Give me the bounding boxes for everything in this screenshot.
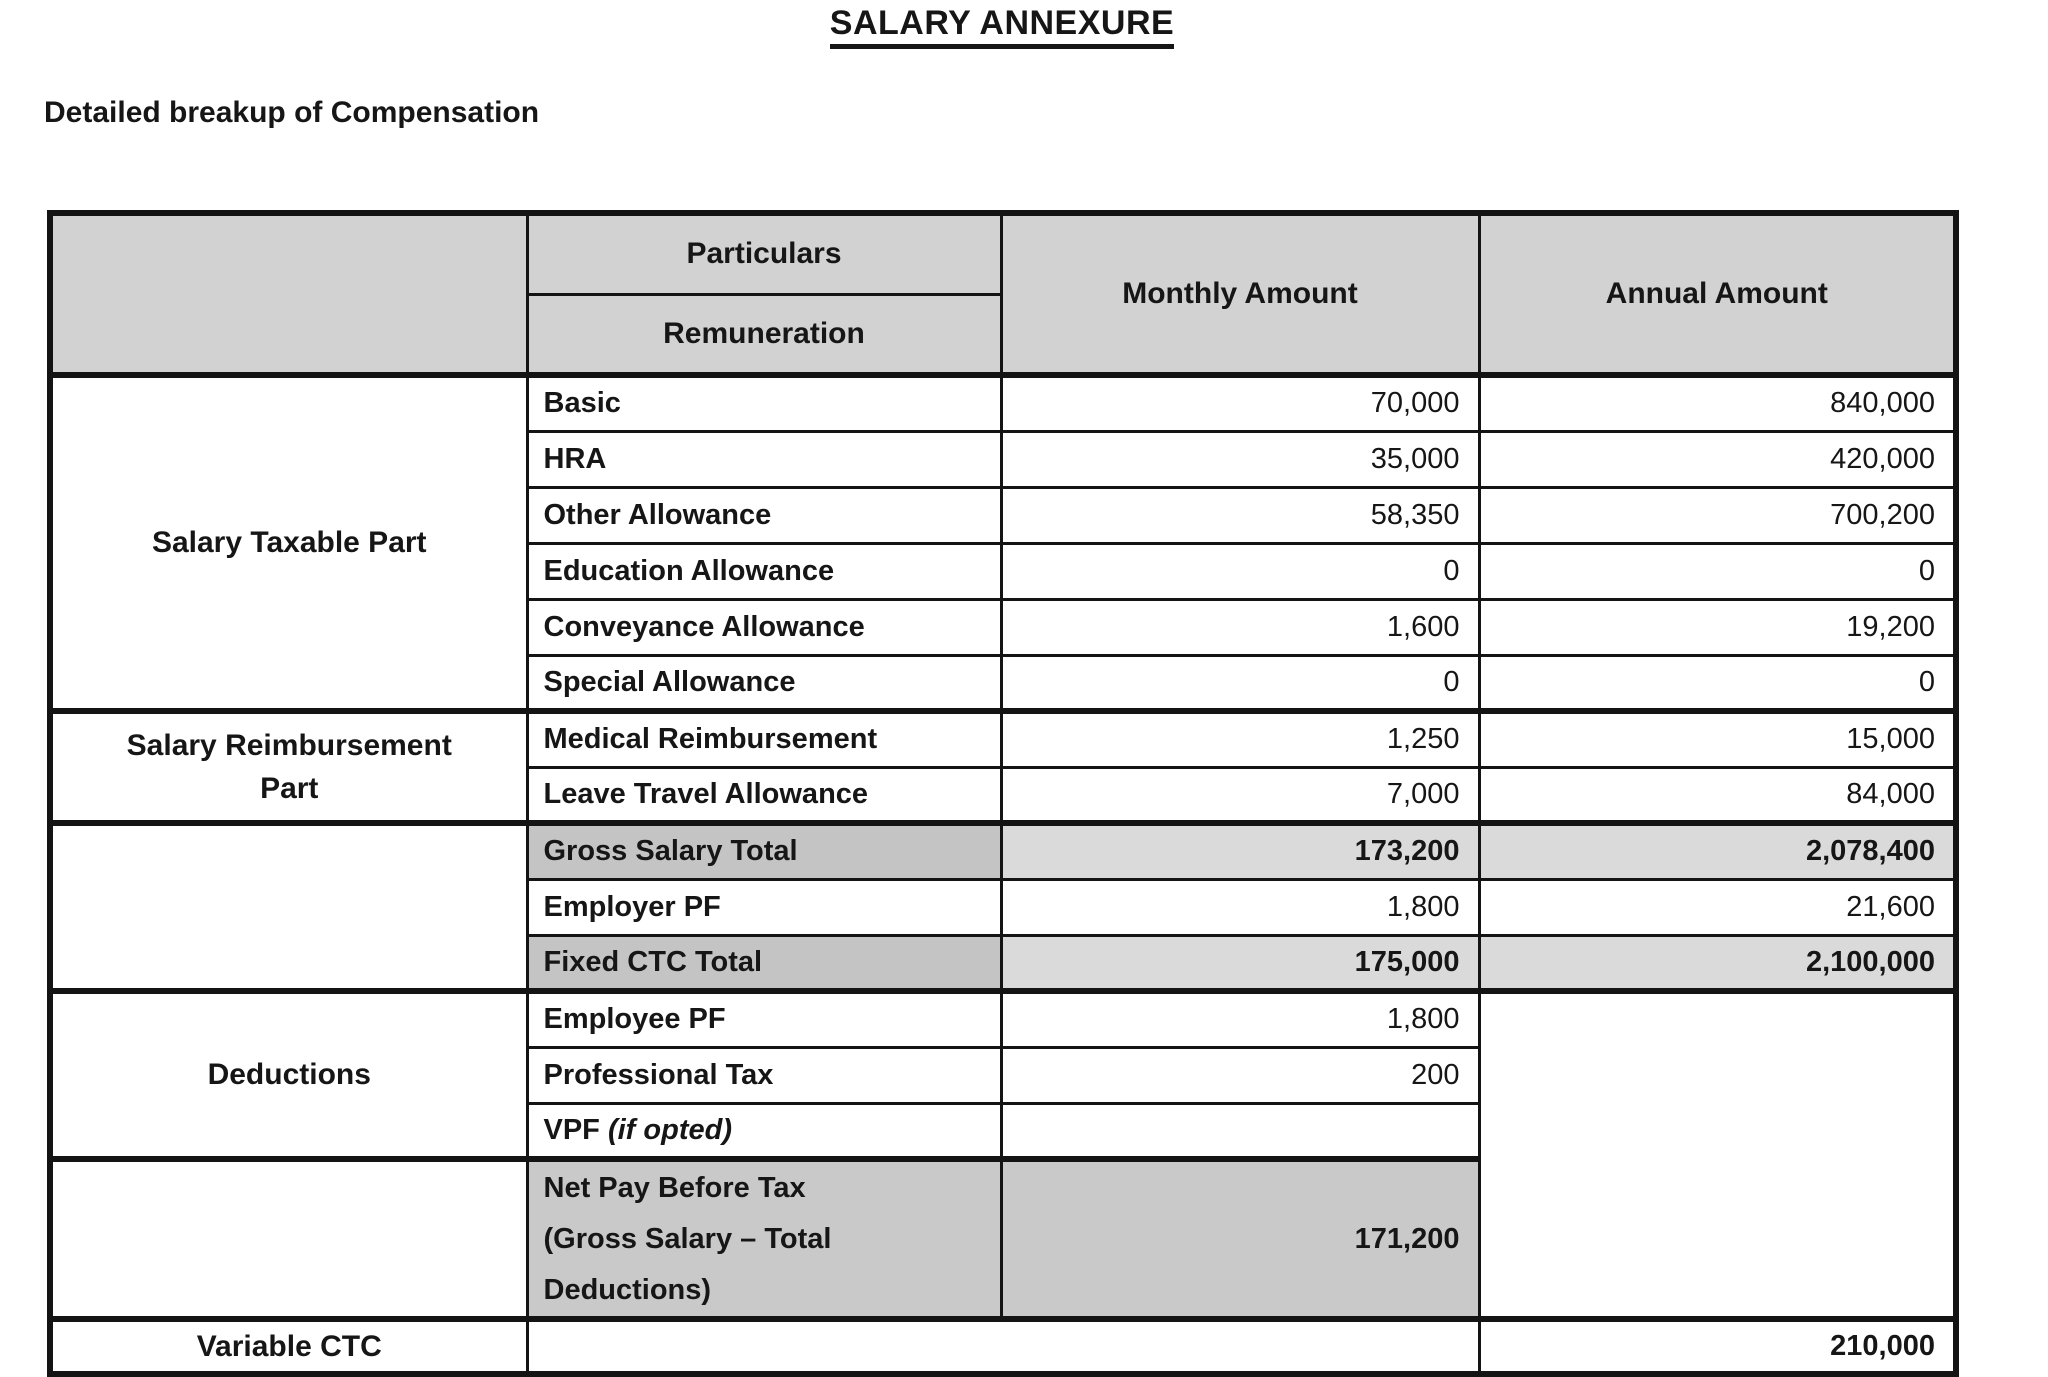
header-annual-amount: Annual Amount [1479, 213, 1956, 375]
medical-reimbursement-label: Medical Reimbursement [527, 711, 1001, 767]
net-pay-label-line2: (Gross Salary – Total [543, 1222, 832, 1255]
professional-tax-monthly: 200 [1001, 1047, 1479, 1103]
employer-pf-monthly: 1,800 [1001, 879, 1479, 935]
fixed-ctc-total-annual: 2,100,000 [1479, 935, 1956, 991]
title-container [0, 4, 2004, 49]
variable-ctc-empty-cell [527, 1319, 1479, 1374]
section-heading: Detailed breakup of Compensation [44, 96, 540, 129]
special-allowance-annual: 0 [1479, 655, 1956, 711]
special-allowance-label: Special Allowance [527, 655, 1001, 711]
category-empty-net-pay [50, 1159, 527, 1319]
header-remuneration: Remuneration [527, 294, 1001, 375]
leave-travel-allowance-annual: 84,000 [1479, 767, 1956, 823]
leave-travel-allowance-monthly: 7,000 [1001, 767, 1479, 823]
category-salary-reimbursement-part [50, 711, 527, 823]
employer-pf-label: Employer PF [527, 879, 1001, 935]
other-allowance-label: Other Allowance [527, 487, 1001, 543]
salary-breakup-table [47, 210, 1959, 1377]
professional-tax-label: Professional Tax [527, 1047, 1001, 1103]
other-allowance-annual: 700,200 [1479, 487, 1956, 543]
education-allowance-monthly: 0 [1001, 543, 1479, 599]
category-salary-taxable-part [50, 375, 527, 711]
header-empty-cell [50, 213, 527, 375]
hra-label: HRA [527, 431, 1001, 487]
page-title: SALARY ANNEXURE [830, 4, 1174, 49]
net-pay-monthly: 171,200 [1001, 1159, 1479, 1319]
category-variable-ctc [50, 1319, 527, 1374]
table-row [50, 991, 1956, 1047]
table-row [50, 375, 1956, 431]
category-label: Deductions [207, 1058, 371, 1092]
deductions-annual-merged-empty-cell [1479, 991, 1956, 1319]
header-monthly-amount: Monthly Amount [1001, 213, 1479, 375]
leave-travel-allowance-label: Leave Travel Allowance [527, 767, 1001, 823]
table-row [50, 711, 1956, 767]
table-row [50, 1319, 1956, 1374]
education-allowance-annual: 0 [1479, 543, 1956, 599]
hra-monthly: 35,000 [1001, 431, 1479, 487]
medical-reimbursement-annual: 15,000 [1479, 711, 1956, 767]
conveyance-allowance-annual: 19,200 [1479, 599, 1956, 655]
conveyance-allowance-label: Conveyance Allowance [527, 599, 1001, 655]
special-allowance-monthly: 0 [1001, 655, 1479, 711]
fixed-ctc-total-monthly: 175,000 [1001, 935, 1479, 991]
net-pay-label-line3: Deductions) [543, 1273, 712, 1306]
basic-label: Basic [527, 375, 1001, 431]
conveyance-allowance-monthly: 1,600 [1001, 599, 1479, 655]
category-empty-totals [50, 823, 527, 991]
basic-monthly: 70,000 [1001, 375, 1479, 431]
gross-salary-total-monthly: 173,200 [1001, 823, 1479, 879]
net-pay-label [527, 1159, 1001, 1319]
hra-annual: 420,000 [1479, 431, 1956, 487]
employee-pf-monthly: 1,800 [1001, 991, 1479, 1047]
gross-salary-total-annual: 2,078,400 [1479, 823, 1956, 879]
category-label: Salary Taxable Part [151, 526, 427, 560]
vpf-monthly [1001, 1103, 1479, 1159]
other-allowance-monthly: 58,350 [1001, 487, 1479, 543]
fixed-ctc-total-label: Fixed CTC Total [527, 935, 1001, 991]
category-label: Salary Reimbursement Part [126, 728, 452, 805]
net-pay-label-line1: Net Pay Before Tax [543, 1172, 806, 1204]
medical-reimbursement-monthly: 1,250 [1001, 711, 1479, 767]
education-allowance-label: Education Allowance [527, 543, 1001, 599]
employee-pf-label: Employee PF [527, 991, 1001, 1047]
category-label: Variable CTC [196, 1330, 382, 1363]
vpf-label-text: VPF [543, 1113, 600, 1146]
vpf-label-note: (if opted) [607, 1113, 732, 1146]
table-row [50, 823, 1956, 879]
header-particulars: Particulars [527, 213, 1001, 294]
vpf-label [527, 1103, 1001, 1159]
variable-ctc-annual: 210,000 [1479, 1319, 1956, 1374]
category-deductions [50, 991, 527, 1159]
basic-annual: 840,000 [1479, 375, 1956, 431]
employer-pf-annual: 21,600 [1479, 879, 1956, 935]
gross-salary-total-label: Gross Salary Total [527, 823, 1001, 879]
